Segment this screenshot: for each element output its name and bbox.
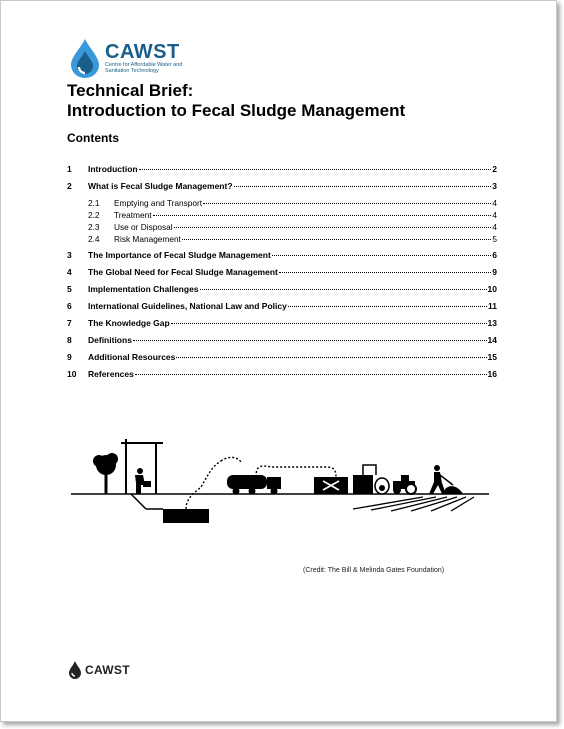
toc-label: Additional Resources bbox=[88, 352, 176, 362]
toc-number: 5 bbox=[67, 284, 72, 294]
toc-leader bbox=[272, 255, 491, 256]
toc-entry-resources[interactable] bbox=[67, 352, 497, 364]
toc-entry-emptying[interactable] bbox=[67, 198, 497, 210]
toc-leader bbox=[139, 169, 492, 170]
toc-entry-risk[interactable] bbox=[67, 234, 497, 246]
toc-leader bbox=[135, 374, 487, 375]
toc-number: 3 bbox=[67, 250, 72, 260]
toc-label: Definitions bbox=[88, 335, 132, 345]
toc-label: Implementation Challenges bbox=[88, 284, 199, 294]
toc-page: 10 bbox=[487, 284, 497, 294]
latrine-icon bbox=[121, 439, 163, 494]
toc-leader bbox=[176, 357, 486, 358]
toc-entry-importance[interactable] bbox=[67, 250, 497, 262]
toc-leader bbox=[288, 306, 487, 307]
image-credit: (Credit: The Bill & Melinda Gates Foundation) bbox=[303, 567, 445, 574]
toc-page: 14 bbox=[487, 335, 497, 345]
toc-page: 2 bbox=[492, 164, 497, 174]
toc-number: 10 bbox=[67, 369, 77, 379]
toc-number: 2.4 bbox=[88, 234, 100, 244]
toc-leader bbox=[182, 239, 492, 240]
toc-number: 9 bbox=[67, 352, 72, 362]
toc-label: Introduction bbox=[88, 164, 138, 174]
footer-name: CAWST bbox=[85, 663, 130, 677]
toc-label: The Importance of Fecal Sludge Management bbox=[88, 250, 271, 260]
field-furrows-icon bbox=[353, 497, 474, 511]
toc-page: 6 bbox=[492, 250, 497, 260]
pit-icon bbox=[131, 461, 221, 523]
toc-entry-what-is-fsm[interactable] bbox=[67, 181, 497, 193]
toc-label: International Guidelines, National Law and Policy bbox=[88, 301, 287, 311]
toc-page: 15 bbox=[487, 352, 497, 362]
tree-icon bbox=[93, 453, 118, 494]
toc-entry-treatment[interactable] bbox=[67, 210, 497, 222]
toc-number: 2 bbox=[67, 181, 72, 191]
toc-page: 13 bbox=[487, 318, 497, 328]
toc-leader bbox=[153, 215, 492, 216]
tractor-icon bbox=[393, 475, 416, 494]
toc-entry-knowledge-gap[interactable] bbox=[67, 318, 497, 330]
toc-number: 2.1 bbox=[88, 198, 100, 208]
toc-page: 5 bbox=[492, 234, 497, 244]
toc-leader bbox=[133, 340, 487, 341]
sanitation-chain-illustration bbox=[71, 437, 491, 532]
toc-leader bbox=[234, 186, 492, 187]
contents-heading: Contents bbox=[67, 131, 119, 145]
toc-page: 4 bbox=[492, 210, 497, 220]
toc-number: 6 bbox=[67, 301, 72, 311]
toc-number: 2.2 bbox=[88, 210, 100, 220]
toc-label: The Knowledge Gap bbox=[88, 318, 170, 328]
toc-number: 7 bbox=[67, 318, 72, 328]
toc-leader bbox=[171, 323, 487, 324]
toc-entry-introduction[interactable] bbox=[67, 164, 497, 176]
toc-page: 11 bbox=[488, 301, 497, 311]
toc-label: The Global Need for Fecal Sludge Management bbox=[88, 267, 278, 277]
toc-leader bbox=[203, 203, 491, 204]
toc-number: 2.3 bbox=[88, 222, 100, 232]
toc-label: Emptying and Transport bbox=[114, 198, 203, 208]
toc-page: 9 bbox=[492, 267, 497, 277]
logo-name: CAWST bbox=[105, 41, 180, 63]
toc-entry-definitions[interactable] bbox=[67, 335, 497, 347]
toc-leader bbox=[200, 289, 487, 290]
toc-entry-global-need[interactable] bbox=[67, 267, 497, 279]
title-line-2: Introduction to Fecal Sludge Management bbox=[67, 101, 406, 120]
toc-leader bbox=[174, 227, 492, 228]
cawst-logo bbox=[68, 37, 195, 79]
toc-entry-references[interactable] bbox=[67, 369, 497, 381]
toc-label: Use or Disposal bbox=[114, 222, 173, 232]
vacuum-truck-icon bbox=[227, 475, 281, 495]
toc-page: 16 bbox=[487, 369, 497, 379]
toc-page: 4 bbox=[492, 222, 497, 232]
toc-page: 3 bbox=[492, 181, 497, 191]
toc-label: Risk Management bbox=[114, 234, 181, 244]
toc-entry-guidelines[interactable] bbox=[67, 301, 497, 313]
toc-leader bbox=[279, 272, 491, 273]
water-drop-icon bbox=[68, 37, 102, 79]
footer-logo bbox=[68, 660, 130, 680]
toc-number: 1 bbox=[67, 164, 72, 174]
toc-page: 4 bbox=[492, 198, 497, 208]
toc-entry-challenges[interactable] bbox=[67, 284, 497, 296]
toc-entry-use-disposal[interactable] bbox=[67, 222, 497, 234]
toc-label: References bbox=[88, 369, 134, 379]
toc-label: What is Fecal Sludge Management? bbox=[88, 181, 233, 191]
toc-label: Treatment bbox=[114, 210, 152, 220]
toc-number: 8 bbox=[67, 335, 72, 345]
toc-number: 4 bbox=[67, 267, 72, 277]
title-line-1: Technical Brief: bbox=[67, 81, 194, 100]
document-title bbox=[67, 81, 405, 121]
treatment-unit-icon bbox=[314, 465, 389, 494]
water-drop-icon bbox=[68, 660, 82, 680]
logo-tagline: Centre for Affordable Water and Sanitation Technology bbox=[105, 62, 183, 74]
farmer-icon bbox=[429, 465, 463, 494]
